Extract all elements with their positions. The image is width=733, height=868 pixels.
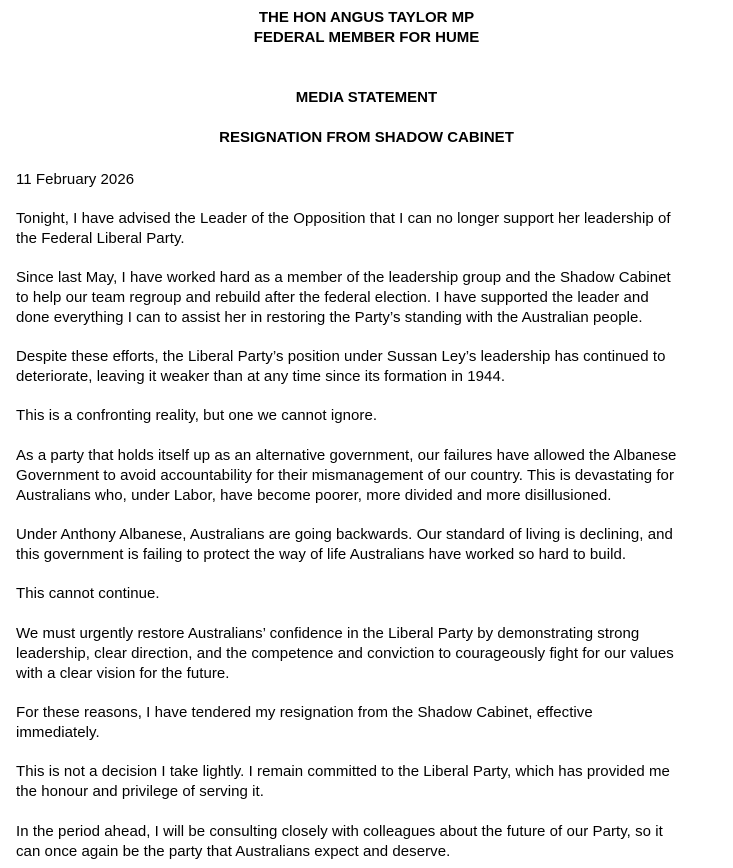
paragraph-7 [16, 584, 732, 604]
paragraph-line: This is a confronting reality, but one we cannot ignore. [16, 407, 378, 424]
paragraph-line: Australians who, under Labor, have become poorer, more divided and more disillusioned. [16, 487, 612, 504]
paragraph-2 [16, 268, 732, 328]
paragraph-line: can once again be the party that Australians expect and deserve. [16, 843, 451, 860]
member-name-heading: THE HON ANGUS TAYLOR MP [258, 9, 475, 26]
paragraph-line: done everything I can to assist her in restoring the Party’s standing with the Australian people. [16, 309, 643, 326]
paragraph-10 [16, 762, 732, 802]
paragraph-line: For these reasons, I have tendered my resignation from the Shadow Cabinet, effective [16, 704, 593, 721]
member-role-heading: FEDERAL MEMBER FOR HUME [253, 29, 480, 46]
paragraph-6 [16, 525, 732, 565]
paragraph-line: Despite these efforts, the Liberal Party’s position under Sussan Ley’s leadership has continued to [16, 348, 666, 365]
paragraph-line: the honour and privilege of serving it. [16, 783, 264, 800]
document-type-heading: MEDIA STATEMENT [295, 89, 438, 106]
paragraph-line: Since last May, I have worked hard as a member of the leadership group and the Shadow Cabinet [16, 269, 671, 286]
paragraph-9 [16, 703, 732, 743]
paragraph-line: with a clear vision for the future. [16, 665, 230, 682]
paragraph-line: to help our team regroup and rebuild after the federal election. I have supported the leader and [16, 289, 649, 306]
paragraph-5 [16, 446, 732, 506]
paragraph-line: Tonight, I have advised the Leader of the Opposition that I can no longer support her leadership of [16, 210, 671, 227]
paragraph-line: In the period ahead, I will be consulting closely with colleagues about the future of our Party, so it [16, 823, 663, 840]
paragraph-line: As a party that holds itself up as an alternative government, our failures have allowed the Albanese [16, 447, 677, 464]
paragraph-line: This is not a decision I take lightly. I remain committed to the Liberal Party, which has provided me [16, 763, 670, 780]
paragraph-line: deteriorate, leaving it weaker than at any time since its formation in 1944. [16, 368, 506, 385]
paragraph-8 [16, 624, 732, 684]
paragraph-1 [16, 209, 732, 249]
paragraph-line: Under Anthony Albanese, Australians are going backwards. Our standard of living is declining, and [16, 526, 673, 543]
statement-date: 11 February 2026 [16, 171, 135, 188]
paragraph-line: This cannot continue. [16, 585, 160, 602]
paragraph-line: immediately. [16, 724, 100, 741]
statement-subject-heading: RESIGNATION FROM SHADOW CABINET [219, 129, 514, 146]
paragraph-3 [16, 347, 732, 387]
paragraph-4 [16, 406, 732, 426]
paragraph-line: leadership, clear direction, and the competence and conviction to courageously fight for our values [16, 645, 674, 662]
paragraph-line: Government to avoid accountability for their mismanagement of our country. This is devastating for [16, 467, 674, 484]
paragraph-line: the Federal Liberal Party. [16, 230, 185, 247]
paragraph-line: this government is failing to protect the way of life Australians have worked so hard to build. [16, 546, 627, 563]
paragraph-11 [16, 822, 732, 862]
paragraph-line: We must urgently restore Australians’ confidence in the Liberal Party by demonstrating strong [16, 625, 640, 642]
